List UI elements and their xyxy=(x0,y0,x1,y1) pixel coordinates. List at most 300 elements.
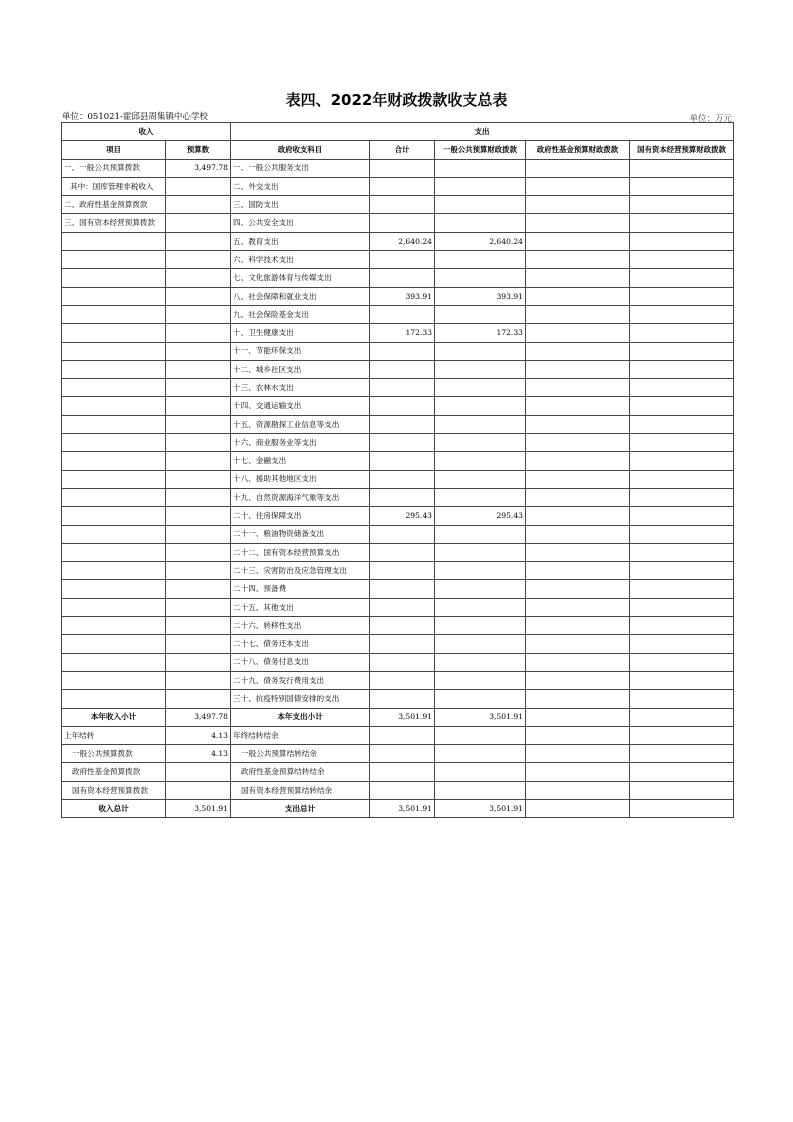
expense-subject-cell: 二十一、粮油物资储备支出 xyxy=(231,525,370,543)
fund-budget-cell xyxy=(526,379,630,397)
fund-budget-cell xyxy=(526,159,630,177)
expense-total-value: 3,501.91 xyxy=(370,799,435,817)
income-budget-cell xyxy=(166,434,231,452)
expense-subject-cell: 十一、节能环保支出 xyxy=(231,342,370,360)
income-item-cell xyxy=(62,452,166,470)
fund-budget-cell xyxy=(526,434,630,452)
general-budget-cell xyxy=(435,726,526,744)
general-budget-cell xyxy=(435,251,526,269)
state-capital-cell xyxy=(630,342,734,360)
general-budget-cell xyxy=(435,397,526,415)
fund-budget-header: 政府性基金预算财政拨款 xyxy=(526,141,630,159)
income-budget-cell xyxy=(166,763,231,781)
expense-total-cell xyxy=(370,763,435,781)
income-item-cell: 上年结转 xyxy=(62,726,166,744)
expense-total-cell xyxy=(370,690,435,708)
state-capital-cell xyxy=(630,470,734,488)
expense-total-cell xyxy=(370,305,435,323)
income-budget-cell: 3,497.78 xyxy=(166,159,231,177)
expense-total-cell xyxy=(370,745,435,763)
income-budget-cell xyxy=(166,598,231,616)
table-row xyxy=(62,781,734,799)
expense-subject-cell: 二十五、其他支出 xyxy=(231,598,370,616)
table-row xyxy=(62,360,734,378)
fund-budget-total xyxy=(526,708,630,726)
expense-subject-cell: 二、外交支出 xyxy=(231,177,370,195)
income-item-cell xyxy=(62,251,166,269)
fund-budget-cell xyxy=(526,470,630,488)
state-capital-cell xyxy=(630,507,734,525)
expense-subject-cell: 政府性基金预算结转结余 xyxy=(231,763,370,781)
general-budget-cell xyxy=(435,745,526,763)
state-capital-cell xyxy=(630,269,734,287)
table-row xyxy=(62,562,734,580)
table-row xyxy=(62,470,734,488)
expense-total-cell xyxy=(370,360,435,378)
fund-budget-cell xyxy=(526,763,630,781)
state-capital-cell xyxy=(630,488,734,506)
unit-label: 单位：051021-霍邱县周集镇中心学校 xyxy=(62,112,208,122)
expense-total-cell xyxy=(370,196,435,214)
income-budget-cell xyxy=(166,543,231,561)
income-budget-cell xyxy=(166,287,231,305)
expense-subject-cell: 十二、城乡社区支出 xyxy=(231,360,370,378)
subject-header: 政府收支科目 xyxy=(231,141,370,159)
income-item-cell: 一般公共预算拨款 xyxy=(62,745,166,763)
income-budget-cell xyxy=(166,507,231,525)
general-budget-cell xyxy=(435,543,526,561)
income-item-cell xyxy=(62,543,166,561)
fund-budget-cell xyxy=(526,562,630,580)
fund-budget-cell xyxy=(526,507,630,525)
state-capital-cell xyxy=(630,617,734,635)
fund-budget-cell xyxy=(526,415,630,433)
table-row xyxy=(62,763,734,781)
income-item-cell xyxy=(62,580,166,598)
income-item-cell xyxy=(62,434,166,452)
fund-budget-cell xyxy=(526,598,630,616)
income-item-cell xyxy=(62,562,166,580)
general-budget-cell xyxy=(435,269,526,287)
expense-total-cell xyxy=(370,488,435,506)
expense-total-cell xyxy=(370,470,435,488)
fund-budget-cell xyxy=(526,342,630,360)
general-budget-cell: 393.91 xyxy=(435,287,526,305)
table-row xyxy=(62,342,734,360)
table-row xyxy=(62,617,734,635)
table-row xyxy=(62,177,734,195)
table-row xyxy=(62,434,734,452)
income-budget-cell xyxy=(166,177,231,195)
expense-total-cell xyxy=(370,159,435,177)
income-item-cell xyxy=(62,415,166,433)
general-budget-header: 一般公共预算财政拨款 xyxy=(435,141,526,159)
expense-total-cell xyxy=(370,452,435,470)
income-budget-cell xyxy=(166,617,231,635)
fund-budget-cell xyxy=(526,269,630,287)
income-budget-cell xyxy=(166,580,231,598)
expense-subject-cell: 二十三、灾害防治及应急管理支出 xyxy=(231,562,370,580)
state-capital-cell xyxy=(630,251,734,269)
expense-total-cell xyxy=(370,379,435,397)
general-budget-cell xyxy=(435,305,526,323)
fund-budget-cell xyxy=(526,360,630,378)
state-capital-cell xyxy=(630,379,734,397)
fund-budget-cell xyxy=(526,177,630,195)
general-budget-cell xyxy=(435,434,526,452)
state-capital-cell xyxy=(630,434,734,452)
header-row xyxy=(62,141,734,159)
general-budget-cell xyxy=(435,671,526,689)
total-header: 合计 xyxy=(370,141,435,159)
table-row xyxy=(62,525,734,543)
expense-total-cell xyxy=(370,598,435,616)
income-total-value: 3,501.91 xyxy=(166,799,231,817)
expense-subject-cell: 国有资本经营预算结转结余 xyxy=(231,781,370,799)
budget-header: 预算数 xyxy=(166,141,231,159)
fund-budget-cell xyxy=(526,726,630,744)
grand-total-row xyxy=(62,799,734,817)
state-capital-cell xyxy=(630,726,734,744)
income-item-cell xyxy=(62,653,166,671)
general-budget-cell xyxy=(435,617,526,635)
expense-subject-cell: 四、公共安全支出 xyxy=(231,214,370,232)
income-budget-cell xyxy=(166,342,231,360)
fund-budget-cell xyxy=(526,214,630,232)
general-budget-cell xyxy=(435,214,526,232)
income-total-label: 收入总计 xyxy=(62,799,166,817)
table-row xyxy=(62,690,734,708)
income-item-cell: 三、国有资本经营预算拨款 xyxy=(62,214,166,232)
income-item-cell xyxy=(62,507,166,525)
expense-subject-cell: 十五、资源勘探工业信息等支出 xyxy=(231,415,370,433)
fund-budget-cell xyxy=(526,617,630,635)
income-item-cell xyxy=(62,690,166,708)
expense-total-cell xyxy=(370,342,435,360)
header-row-group xyxy=(62,123,734,141)
fund-budget-total xyxy=(526,799,630,817)
budget-summary-table xyxy=(61,122,734,818)
expense-total-cell: 172.33 xyxy=(370,324,435,342)
fund-budget-cell xyxy=(526,324,630,342)
income-item-cell xyxy=(62,635,166,653)
general-budget-cell xyxy=(435,635,526,653)
general-budget-cell xyxy=(435,177,526,195)
expense-header: 支出 xyxy=(231,123,734,141)
general-budget-cell: 172.33 xyxy=(435,324,526,342)
income-header: 收入 xyxy=(62,123,231,141)
expense-total-cell xyxy=(370,635,435,653)
income-item-cell xyxy=(62,269,166,287)
general-budget-cell xyxy=(435,159,526,177)
fund-budget-cell xyxy=(526,196,630,214)
expense-subject-cell: 十、卫生健康支出 xyxy=(231,324,370,342)
state-capital-cell xyxy=(630,232,734,250)
income-item-cell xyxy=(62,598,166,616)
state-capital-cell xyxy=(630,562,734,580)
income-budget-cell xyxy=(166,305,231,323)
income-budget-cell xyxy=(166,269,231,287)
expense-total-cell: 295.43 xyxy=(370,507,435,525)
state-capital-cell xyxy=(630,159,734,177)
state-capital-cell xyxy=(630,635,734,653)
general-budget-cell xyxy=(435,452,526,470)
state-capital-header: 国有资本经营预算财政拨款 xyxy=(630,141,734,159)
table-row xyxy=(62,196,734,214)
income-budget-cell xyxy=(166,488,231,506)
expense-total-cell xyxy=(370,415,435,433)
expense-subject-cell: 十三、农林水支出 xyxy=(231,379,370,397)
income-item-cell xyxy=(62,470,166,488)
general-budget-cell xyxy=(435,763,526,781)
table-row xyxy=(62,726,734,744)
state-capital-cell xyxy=(630,543,734,561)
table-row xyxy=(62,452,734,470)
income-budget-cell xyxy=(166,452,231,470)
income-item-cell xyxy=(62,232,166,250)
income-budget-cell xyxy=(166,214,231,232)
state-capital-total xyxy=(630,708,734,726)
general-budget-cell xyxy=(435,690,526,708)
state-capital-cell xyxy=(630,580,734,598)
fund-budget-cell xyxy=(526,452,630,470)
expense-subject-cell: 二十四、预备费 xyxy=(231,580,370,598)
expense-total-cell xyxy=(370,214,435,232)
expense-subject-cell: 一、一般公共服务支出 xyxy=(231,159,370,177)
income-item-cell: 一、一般公共预算拨款 xyxy=(62,159,166,177)
table-row xyxy=(62,251,734,269)
income-budget-cell xyxy=(166,324,231,342)
table-row xyxy=(62,488,734,506)
income-item-cell xyxy=(62,379,166,397)
general-budget-cell xyxy=(435,415,526,433)
table-row xyxy=(62,653,734,671)
expense-total-cell xyxy=(370,653,435,671)
income-item-cell xyxy=(62,488,166,506)
fund-budget-cell xyxy=(526,653,630,671)
expense-subject-cell: 三十、抗疫特别国债安排的支出 xyxy=(231,690,370,708)
income-item-cell xyxy=(62,287,166,305)
expense-subject-cell: 二十六、转移性支出 xyxy=(231,617,370,635)
table-row xyxy=(62,379,734,397)
income-budget-cell xyxy=(166,690,231,708)
general-budget-cell xyxy=(435,562,526,580)
state-capital-cell xyxy=(630,324,734,342)
expense-subject-cell: 二十九、债务发行费用支出 xyxy=(231,671,370,689)
expense-subject-cell: 二十二、国有资本经营预算支出 xyxy=(231,543,370,561)
expense-total-cell xyxy=(370,251,435,269)
expense-subject-cell: 十八、援助其他地区支出 xyxy=(231,470,370,488)
state-capital-cell xyxy=(630,305,734,323)
fund-budget-cell xyxy=(526,251,630,269)
table-row xyxy=(62,671,734,689)
general-budget-cell xyxy=(435,342,526,360)
expense-total-cell xyxy=(370,525,435,543)
income-budget-cell xyxy=(166,562,231,580)
general-budget-cell xyxy=(435,360,526,378)
state-capital-cell xyxy=(630,196,734,214)
income-budget-cell xyxy=(166,232,231,250)
income-budget-cell xyxy=(166,251,231,269)
fund-budget-cell xyxy=(526,305,630,323)
income-budget-cell xyxy=(166,781,231,799)
fund-budget-cell xyxy=(526,745,630,763)
state-capital-cell xyxy=(630,214,734,232)
expense-subject-cell: 二十、住房保障支出 xyxy=(231,507,370,525)
fund-budget-cell xyxy=(526,488,630,506)
income-budget-cell xyxy=(166,653,231,671)
state-capital-cell xyxy=(630,525,734,543)
income-budget-cell xyxy=(166,470,231,488)
income-budget-cell xyxy=(166,635,231,653)
table-row xyxy=(62,324,734,342)
table-row xyxy=(62,507,734,525)
fund-budget-cell xyxy=(526,671,630,689)
income-item-cell: 二、政府性基金预算拨款 xyxy=(62,196,166,214)
state-capital-cell xyxy=(630,452,734,470)
state-capital-cell xyxy=(630,360,734,378)
expense-total-cell xyxy=(370,617,435,635)
income-budget-cell: 4.13 xyxy=(166,726,231,744)
table-row xyxy=(62,232,734,250)
income-item-cell: 国有资本经营预算拨款 xyxy=(62,781,166,799)
fund-budget-cell xyxy=(526,525,630,543)
state-capital-cell xyxy=(630,781,734,799)
income-budget-cell xyxy=(166,196,231,214)
expense-total-label: 支出总计 xyxy=(231,799,370,817)
income-item-cell xyxy=(62,324,166,342)
expense-subject-cell: 二十七、债务还本支出 xyxy=(231,635,370,653)
item-header: 项目 xyxy=(62,141,166,159)
state-capital-cell xyxy=(630,653,734,671)
table-row xyxy=(62,580,734,598)
expense-subject-cell: 五、教育支出 xyxy=(231,232,370,250)
expense-total-cell xyxy=(370,671,435,689)
expense-subject-cell: 一般公共预算结转结余 xyxy=(231,745,370,763)
general-budget-total: 3,501.91 xyxy=(435,708,526,726)
table-row xyxy=(62,269,734,287)
table-row xyxy=(62,397,734,415)
income-budget-cell xyxy=(166,671,231,689)
income-item-cell xyxy=(62,397,166,415)
table-row xyxy=(62,159,734,177)
income-budget-cell xyxy=(166,360,231,378)
expense-subject-cell: 三、国防支出 xyxy=(231,196,370,214)
general-budget-total: 3,501.91 xyxy=(435,799,526,817)
general-budget-cell xyxy=(435,196,526,214)
page-title: 表四、2022年财政拨款收支总表 xyxy=(285,91,508,109)
general-budget-cell xyxy=(435,488,526,506)
expense-subject-cell: 十九、自然资源海洋气象等支出 xyxy=(231,488,370,506)
expense-subject-cell: 十四、交通运输支出 xyxy=(231,397,370,415)
expense-total-label: 本年支出小计 xyxy=(231,708,370,726)
general-budget-cell xyxy=(435,580,526,598)
fund-budget-cell xyxy=(526,690,630,708)
income-item-cell xyxy=(62,342,166,360)
state-capital-cell xyxy=(630,287,734,305)
table-row xyxy=(62,415,734,433)
income-budget-cell: 4.13 xyxy=(166,745,231,763)
general-budget-cell: 2,640.24 xyxy=(435,232,526,250)
income-item-cell xyxy=(62,305,166,323)
state-capital-cell xyxy=(630,745,734,763)
expense-subject-cell: 十六、商业服务业等支出 xyxy=(231,434,370,452)
expense-total-cell xyxy=(370,580,435,598)
fund-budget-cell xyxy=(526,397,630,415)
income-budget-cell xyxy=(166,397,231,415)
income-item-cell xyxy=(62,360,166,378)
fund-budget-cell xyxy=(526,543,630,561)
state-capital-cell xyxy=(630,415,734,433)
income-item-cell xyxy=(62,671,166,689)
expense-total-cell xyxy=(370,543,435,561)
income-budget-cell xyxy=(166,379,231,397)
fund-budget-cell xyxy=(526,232,630,250)
expense-subject-cell: 六、科学技术支出 xyxy=(231,251,370,269)
state-capital-cell xyxy=(630,763,734,781)
state-capital-cell xyxy=(630,397,734,415)
state-capital-cell xyxy=(630,598,734,616)
income-budget-cell xyxy=(166,525,231,543)
expense-total-value: 3,501.91 xyxy=(370,708,435,726)
expense-subject-cell: 二十八、债务付息支出 xyxy=(231,653,370,671)
fund-budget-cell xyxy=(526,635,630,653)
general-budget-cell xyxy=(435,379,526,397)
expense-total-cell xyxy=(370,434,435,452)
income-budget-cell xyxy=(166,415,231,433)
income-item-cell xyxy=(62,525,166,543)
expense-subject-cell: 九、社会保险基金支出 xyxy=(231,305,370,323)
expense-total-cell xyxy=(370,269,435,287)
currency-unit-label: 单位：万元 xyxy=(689,114,732,124)
expense-total-cell xyxy=(370,177,435,195)
expense-total-cell: 393.91 xyxy=(370,287,435,305)
table-row xyxy=(62,745,734,763)
fund-budget-cell xyxy=(526,580,630,598)
general-budget-cell xyxy=(435,525,526,543)
expense-total-cell xyxy=(370,397,435,415)
general-budget-cell xyxy=(435,653,526,671)
income-item-cell: 政府性基金预算拨款 xyxy=(62,763,166,781)
expense-total-cell: 2,640.24 xyxy=(370,232,435,250)
state-capital-total xyxy=(630,799,734,817)
expense-subject-cell: 七、文化旅游体育与传媒支出 xyxy=(231,269,370,287)
expense-total-cell xyxy=(370,726,435,744)
general-budget-cell xyxy=(435,598,526,616)
expense-subject-cell: 十七、金融支出 xyxy=(231,452,370,470)
income-total-value: 3,497.78 xyxy=(166,708,231,726)
table-row xyxy=(62,214,734,232)
income-total-label: 本年收入小计 xyxy=(62,708,166,726)
general-budget-cell: 295.43 xyxy=(435,507,526,525)
general-budget-cell xyxy=(435,781,526,799)
general-budget-cell xyxy=(435,470,526,488)
state-capital-cell xyxy=(630,177,734,195)
table-row xyxy=(62,598,734,616)
expense-total-cell xyxy=(370,781,435,799)
table-row xyxy=(62,305,734,323)
state-capital-cell xyxy=(630,690,734,708)
table-row xyxy=(62,287,734,305)
subtotal-row xyxy=(62,708,734,726)
income-item-cell xyxy=(62,617,166,635)
expense-subject-cell: 年终结转结余 xyxy=(231,726,370,744)
income-item-cell: 其中：国库管理非税收入 xyxy=(62,177,166,195)
table-row xyxy=(62,543,734,561)
table-row xyxy=(62,635,734,653)
state-capital-cell xyxy=(630,671,734,689)
fund-budget-cell xyxy=(526,781,630,799)
